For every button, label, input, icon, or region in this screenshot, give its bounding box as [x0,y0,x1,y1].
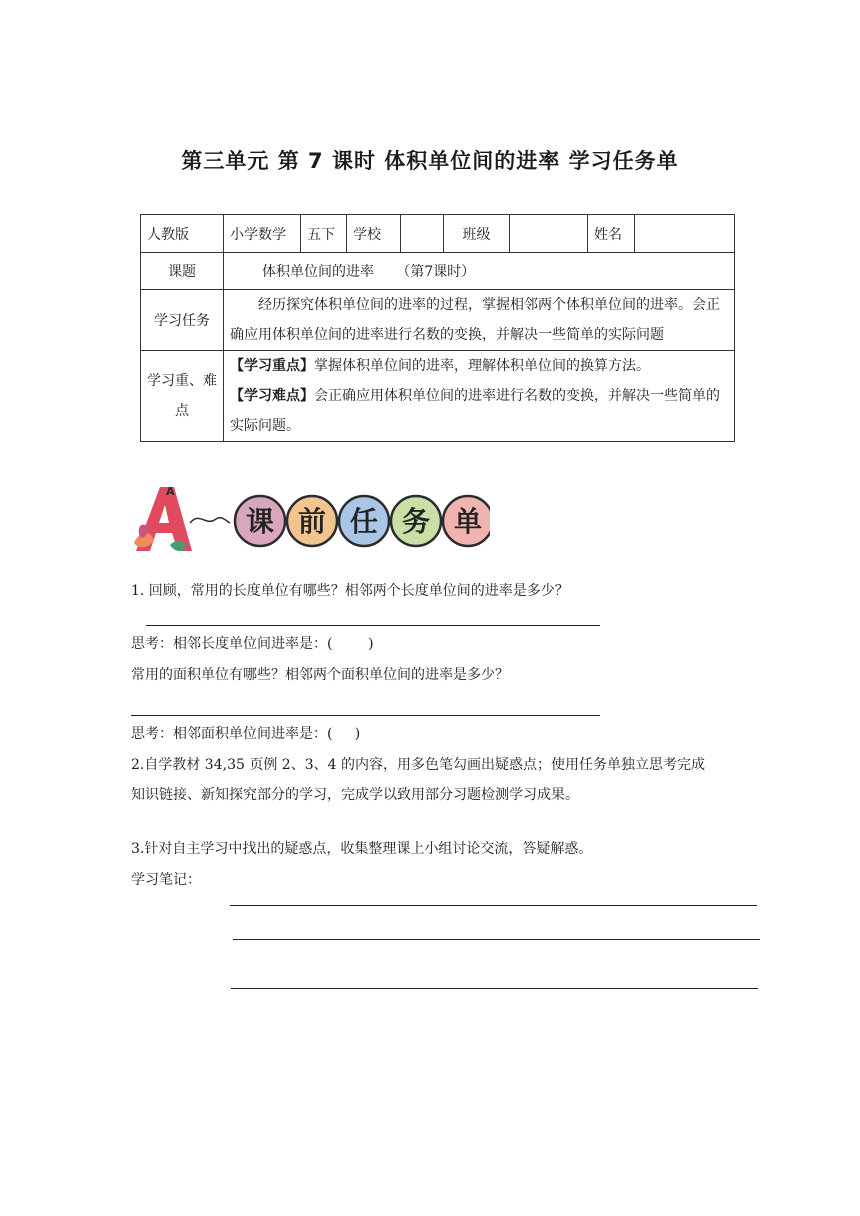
answer-line-2[interactable] [131,715,600,716]
banner-char-0: 课 [245,505,275,538]
difficulty-tag: 【学习难点】 [230,388,314,404]
question-2-line2: 知识链接、新知探究部分的学习，完成学以致用部分习题检测学习成果。 [131,787,579,803]
cell-edition: 人教版 [141,215,224,253]
info-row-topic [141,253,735,290]
banner-char-4: 单 [453,505,483,538]
key-label: 学习重、难点 [141,351,224,442]
key-point-tag: 【学习重点】 [230,358,314,374]
question-2-line1: 2.自学教材 34,35 页例 2、3、4 的内容，用多色笔勾画出疑惑点；使用任务单独立思考完成 [131,757,705,773]
notes-line-2[interactable] [233,939,760,940]
cell-name-label: 姓名 [588,215,635,253]
pre-class-banner [130,483,490,555]
think-1: 思考：相邻长度单位间进率是：( ) [131,636,374,652]
difficulty-text: 会正确应用体积单位间的进率进行名数的变换，并解决一些简单的实际问题。 [230,388,720,434]
topic-value: 体积单位间的进率 （第7课时） [224,253,735,290]
banner-circles [235,496,490,546]
task-value: 经历探究体积单位间的进率的过程，掌握相邻两个体积单位间的进率。会正确应用体积单位间的进率进行名数的变换，并解决一些简单的实际问题 [224,290,735,351]
notes-line-3[interactable] [231,988,758,989]
letter-a-logo [134,485,192,551]
cell-subject: 小学数学 [224,215,301,253]
question-1b: 常用的面积单位有哪些？相邻两个面积单位间的进率是多少？ [131,667,509,683]
info-row-key [141,351,735,442]
key-value [224,351,735,442]
info-row-header [141,215,735,253]
cell-name-value[interactable] [635,215,735,253]
notes-label: 学习笔记： [131,872,201,888]
letter-a-text: A [166,485,175,498]
info-row-task [141,290,735,351]
banner-char-3: 务 [401,505,431,538]
question-1: 1. 回顾，常用的长度单位有哪些？相邻两个长度单位间的进率是多少？ [131,583,569,599]
topic-label: 课题 [141,253,224,290]
cell-grade: 五下 [301,215,347,253]
info-table [140,214,735,442]
task-label: 学习任务 [141,290,224,351]
cell-school-value[interactable] [401,215,444,253]
notes-line-1[interactable] [230,905,757,906]
banner-char-2: 任 [349,505,379,538]
banner-char-1: 前 [297,505,327,538]
page-title: 第三单元 第 7 课时 体积单位间的进率 学习任务单 [181,149,679,173]
key-point-text: 掌握体积单位间的进率，理解体积单位间的换算方法。 [314,358,650,374]
cell-school-label: 学校 [347,215,401,253]
cell-class-label: 班级 [444,215,510,253]
think-2: 思考：相邻面积单位间进率是：( ) [131,726,361,742]
answer-line-1[interactable] [146,625,600,626]
question-3: 3.针对自主学习中找出的疑惑点，收集整理课上小组讨论交流，答疑解惑。 [131,841,593,857]
cell-class-value[interactable] [510,215,588,253]
